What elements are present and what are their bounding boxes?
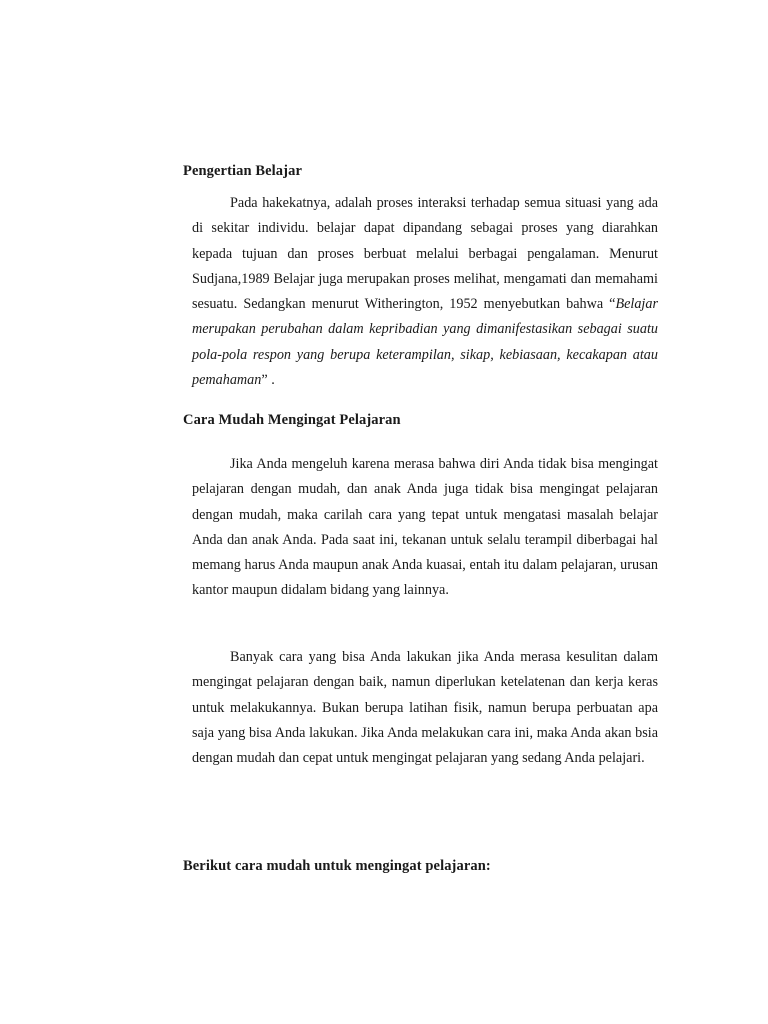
paragraph-banyak-cara: Banyak cara yang bisa Anda lakukan jika Anda merasa kesulitan dalam mengingat pelajaran dengan baik, namun diperlukan ketelatenan dan kerja keras untuk melakukannya. Bukan berupa latihan fisik, namun berupa perbuatan apa saja yang bisa Anda lakukan. Jika Anda melakukan cara ini, maka Anda akan bsia dengan mudah dan cepat untuk mengingat pelajaran yang sedang Anda pelajari. — [192, 649, 658, 767]
section-heading-pengertian-belajar: Pengertian Belajar — [183, 163, 302, 179]
section-heading-cara-mudah: Cara Mudah Mengingat Pelajaran — [183, 412, 401, 428]
paragraph-jika-anda: Jika Anda mengeluh karena merasa bahwa diri Anda tidak bisa mengingat pelajaran dengan mudah, dan anak Anda juga tidak bisa mengingat pelajaran dengan mudah, maka carilah cara yang tepat untuk mengatasi masalah belajar Anda dan anak Anda. Pada saat ini, tekanan untuk selalu terampil diberbagai hal memang harus Anda maupun anak Anda kuasai, entah itu dalam pelajaran, urusan kantor maupun didalam bidang yang lainnya. — [192, 456, 658, 599]
paragraph-text: Pada hakekatnya, adalah proses interaksi terhadap semua situasi yang ada di sekitar individu. belajar dapat dipandang sebagai proses yang diarahkan kepada tujuan dan proses berbuat melalui berbagai pengalaman. Menurut Sudjana,1989 Belajar juga merupakan proses melihat, mengamati dan memahami sesuatu. Sedangkan menurut Witherington, 1952 menyebutkan bahwa “ — [192, 195, 658, 313]
section-heading-berikut: Berikut cara mudah untuk mengingat pelajaran: — [183, 858, 491, 874]
paragraph-pengertian-belajar — [192, 191, 658, 393]
quote-text: Belajar merupakan perubahan dalam kepribadian yang dimanifestasikan sebagai suatu pola-pola respon yang berupa keterampilan, sikap, kebiasaan, kecakapan atau pemahaman — [192, 296, 658, 389]
quote-close: ” . — [261, 372, 275, 389]
